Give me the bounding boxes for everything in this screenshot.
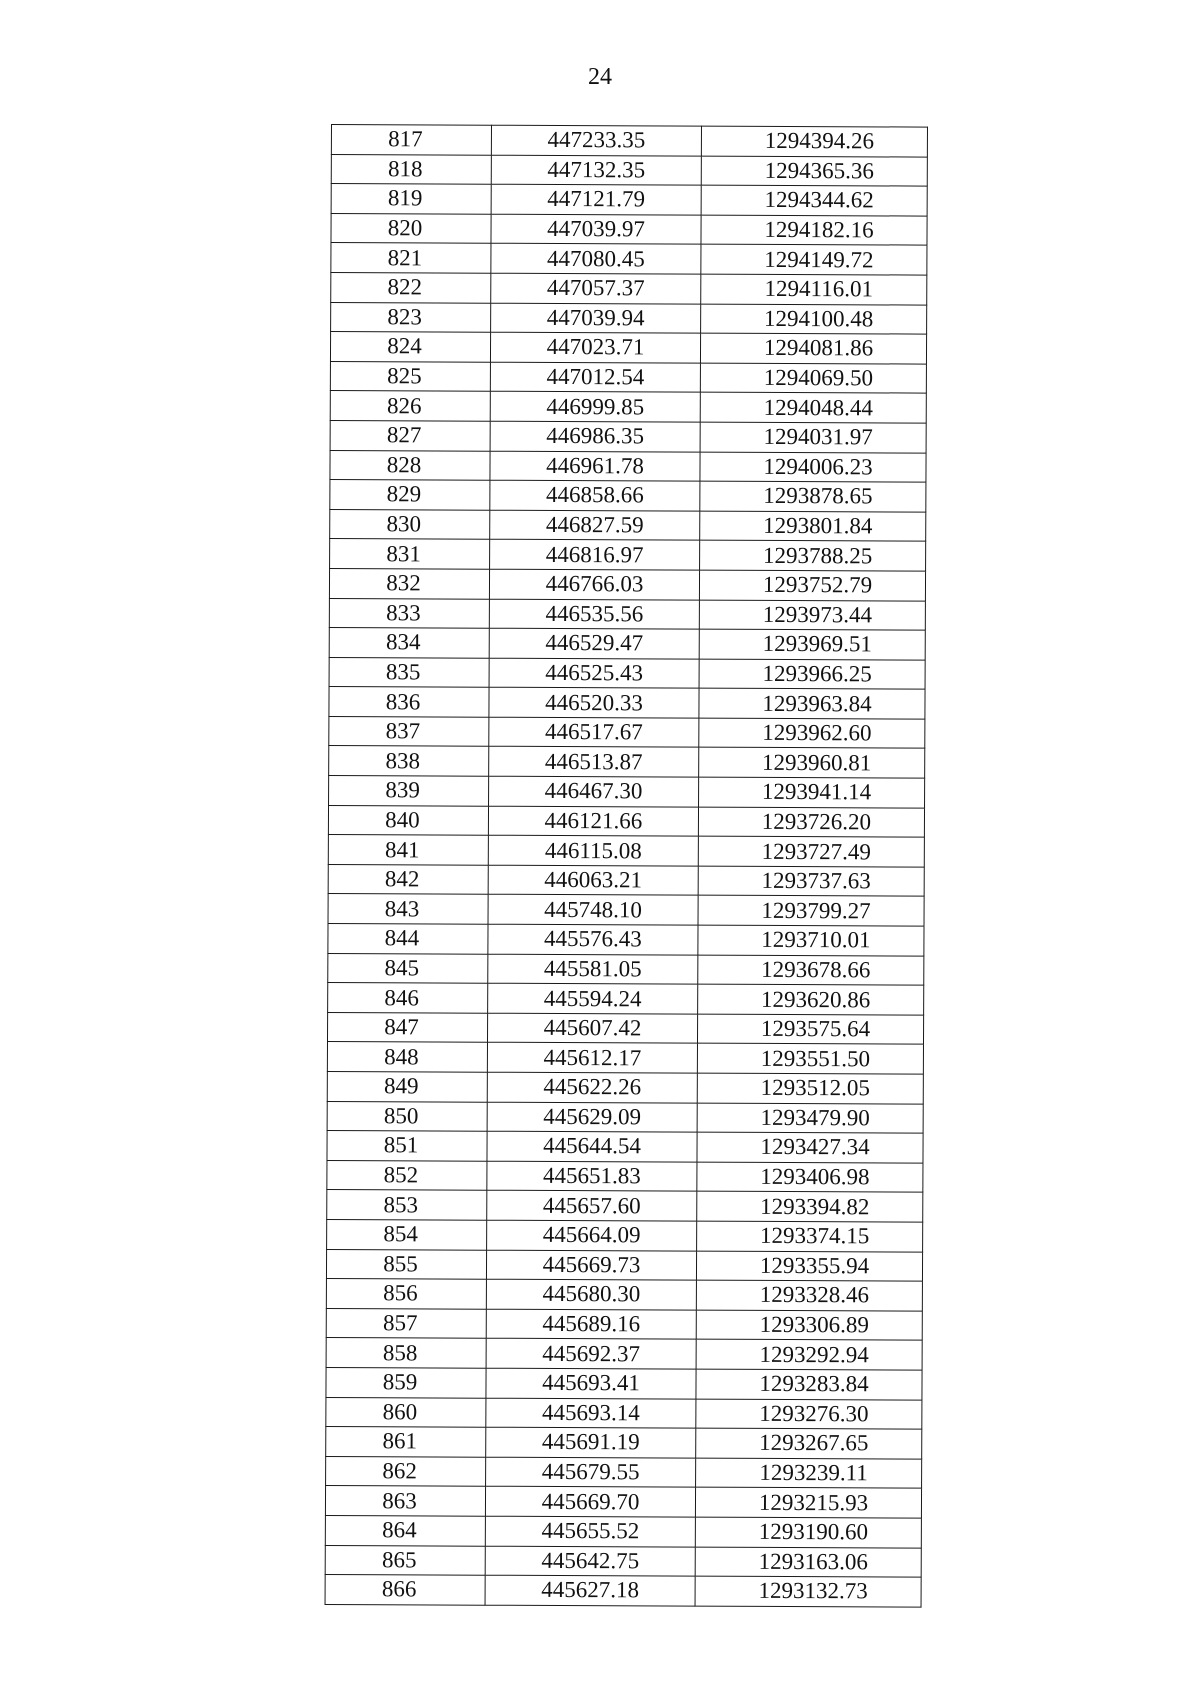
y-coordinate-cell: 1294031.97 [700, 422, 926, 453]
y-coordinate-cell: 1293752.79 [699, 570, 925, 601]
x-coordinate-cell: 446529.47 [489, 628, 699, 659]
x-coordinate-cell: 447121.79 [491, 184, 701, 215]
x-coordinate-cell: 445689.16 [486, 1309, 696, 1340]
point-number-cell: 856 [326, 1279, 486, 1309]
x-coordinate-cell: 447233.35 [491, 125, 701, 156]
point-number-cell: 817 [331, 125, 491, 155]
y-coordinate-cell: 1293710.01 [698, 925, 924, 956]
table-row [326, 1397, 922, 1429]
table-row [328, 864, 924, 896]
y-coordinate-cell: 1293737.63 [698, 866, 924, 897]
point-number-cell: 830 [330, 509, 490, 539]
y-coordinate-cell: 1293788.25 [700, 540, 926, 571]
table-row [327, 1160, 923, 1192]
x-coordinate-cell: 446520.33 [489, 687, 699, 718]
x-coordinate-cell: 445576.43 [488, 924, 698, 955]
point-number-cell: 829 [330, 480, 490, 510]
table-row [329, 776, 925, 808]
x-coordinate-cell: 445607.42 [487, 1013, 697, 1044]
table-row [331, 184, 927, 216]
x-coordinate-cell: 446766.03 [489, 569, 699, 600]
y-coordinate-cell: 1294182.16 [701, 215, 927, 246]
table-row [330, 450, 926, 482]
y-coordinate-cell: 1294081.86 [700, 333, 926, 364]
table-row [330, 539, 926, 571]
table-row [331, 272, 927, 304]
table-row [326, 1249, 922, 1281]
x-coordinate-cell: 445691.19 [486, 1427, 696, 1458]
table-row [330, 391, 926, 423]
y-coordinate-cell: 1293394.82 [697, 1191, 923, 1222]
table-row [330, 361, 926, 393]
coordinates-table-body [325, 125, 927, 1607]
point-number-cell: 843 [328, 894, 488, 924]
point-number-cell: 855 [326, 1249, 486, 1279]
y-coordinate-cell: 1293283.84 [696, 1369, 922, 1400]
x-coordinate-cell: 446858.66 [490, 480, 700, 511]
y-coordinate-cell: 1293620.86 [698, 984, 924, 1015]
table-row [330, 509, 926, 541]
y-coordinate-cell: 1294006.23 [700, 452, 926, 483]
table-row [326, 1427, 922, 1459]
point-number-cell: 840 [328, 805, 488, 835]
point-number-cell: 826 [330, 391, 490, 421]
x-coordinate-cell: 447023.71 [490, 332, 700, 363]
table-row [327, 1190, 923, 1222]
y-coordinate-cell: 1293727.49 [698, 836, 924, 867]
x-coordinate-cell: 447132.35 [491, 155, 701, 186]
point-number-cell: 863 [325, 1486, 485, 1516]
y-coordinate-cell: 1293406.98 [697, 1162, 923, 1193]
table-row [331, 213, 927, 245]
y-coordinate-cell: 1294365.36 [701, 156, 927, 187]
table-row [329, 746, 925, 778]
point-number-cell: 838 [329, 746, 489, 776]
point-number-cell: 834 [329, 628, 489, 658]
point-number-cell: 841 [328, 835, 488, 865]
x-coordinate-cell: 445629.09 [487, 1102, 697, 1133]
y-coordinate-cell: 1293799.27 [698, 896, 924, 927]
table-row [331, 302, 927, 334]
x-coordinate-cell: 446986.35 [490, 421, 700, 452]
point-number-cell: 818 [331, 154, 491, 184]
x-coordinate-cell: 445679.55 [486, 1457, 696, 1488]
point-number-cell: 853 [327, 1190, 487, 1220]
point-number-cell: 851 [327, 1131, 487, 1161]
point-number-cell: 857 [326, 1308, 486, 1338]
x-coordinate-cell: 445642.75 [485, 1546, 695, 1577]
table-row [327, 1012, 923, 1044]
table-row [329, 687, 925, 719]
table-row [328, 953, 924, 985]
x-coordinate-cell: 446121.66 [488, 806, 698, 837]
y-coordinate-cell: 1293190.60 [695, 1517, 921, 1548]
y-coordinate-cell: 1294069.50 [700, 363, 926, 394]
y-coordinate-cell: 1293962.60 [699, 718, 925, 749]
table-row [325, 1545, 921, 1577]
point-number-cell: 833 [329, 598, 489, 628]
y-coordinate-cell: 1293374.15 [697, 1221, 923, 1252]
y-coordinate-cell: 1293551.50 [697, 1044, 923, 1075]
table-row [328, 894, 924, 926]
point-number-cell: 847 [327, 1012, 487, 1042]
y-coordinate-cell: 1293427.34 [697, 1132, 923, 1163]
table-row [325, 1575, 921, 1607]
point-number-cell: 842 [328, 864, 488, 894]
point-number-cell: 835 [329, 657, 489, 687]
x-coordinate-cell: 446535.56 [489, 599, 699, 630]
table-row [330, 332, 926, 364]
y-coordinate-cell: 1293292.94 [696, 1339, 922, 1370]
x-coordinate-cell: 445627.18 [485, 1575, 695, 1606]
y-coordinate-cell: 1293878.65 [700, 481, 926, 512]
x-coordinate-cell: 446525.43 [489, 658, 699, 689]
point-number-cell: 864 [325, 1515, 485, 1545]
point-number-cell: 852 [327, 1160, 487, 1190]
point-number-cell: 865 [325, 1545, 485, 1575]
x-coordinate-cell: 445680.30 [486, 1279, 696, 1310]
y-coordinate-cell: 1293575.64 [697, 1014, 923, 1045]
x-coordinate-cell: 445669.70 [485, 1486, 695, 1517]
point-number-cell: 848 [327, 1042, 487, 1072]
table-row [330, 480, 926, 512]
y-coordinate-cell: 1293267.65 [696, 1428, 922, 1459]
point-number-cell: 822 [331, 272, 491, 302]
point-number-cell: 859 [326, 1367, 486, 1397]
y-coordinate-cell: 1294149.72 [701, 244, 927, 275]
y-coordinate-cell: 1294048.44 [700, 392, 926, 423]
y-coordinate-cell: 1293132.73 [695, 1576, 921, 1607]
point-number-cell: 831 [330, 539, 490, 569]
y-coordinate-cell: 1293966.25 [699, 659, 925, 690]
y-coordinate-cell: 1293960.81 [699, 748, 925, 779]
table-row [326, 1279, 922, 1311]
coordinates-table-wrapper [325, 124, 927, 1607]
x-coordinate-cell: 445612.17 [487, 1043, 697, 1074]
x-coordinate-cell: 445651.83 [487, 1161, 697, 1192]
x-coordinate-cell: 446999.85 [490, 392, 700, 423]
y-coordinate-cell: 1293355.94 [696, 1251, 922, 1282]
point-number-cell: 828 [330, 450, 490, 480]
y-coordinate-cell: 1293512.05 [697, 1073, 923, 1104]
table-row [330, 420, 926, 452]
x-coordinate-cell: 446467.30 [489, 776, 699, 807]
point-number-cell: 850 [327, 1101, 487, 1131]
x-coordinate-cell: 446063.21 [488, 865, 698, 896]
table-row [328, 983, 924, 1015]
table-row [329, 628, 925, 660]
point-number-cell: 839 [329, 776, 489, 806]
y-coordinate-cell: 1293215.93 [695, 1487, 921, 1518]
y-coordinate-cell: 1293963.84 [699, 688, 925, 719]
point-number-cell: 862 [326, 1456, 486, 1486]
y-coordinate-cell: 1293239.11 [696, 1458, 922, 1489]
point-number-cell: 844 [328, 924, 488, 954]
point-number-cell: 860 [326, 1397, 486, 1427]
x-coordinate-cell: 447057.37 [491, 273, 701, 304]
point-number-cell: 824 [330, 332, 490, 362]
x-coordinate-cell: 445693.14 [486, 1398, 696, 1429]
x-coordinate-cell: 445657.60 [487, 1191, 697, 1222]
x-coordinate-cell: 447012.54 [490, 362, 700, 393]
y-coordinate-cell: 1293479.90 [697, 1103, 923, 1134]
point-number-cell: 819 [331, 184, 491, 214]
table-row [326, 1338, 922, 1370]
x-coordinate-cell: 447080.45 [491, 244, 701, 275]
x-coordinate-cell: 445594.24 [488, 983, 698, 1014]
x-coordinate-cell: 445664.09 [487, 1220, 697, 1251]
point-number-cell: 837 [329, 716, 489, 746]
table-row [331, 243, 927, 275]
x-coordinate-cell: 445655.52 [485, 1516, 695, 1547]
table-row [325, 1486, 921, 1518]
y-coordinate-cell: 1293328.46 [696, 1280, 922, 1311]
point-number-cell: 832 [329, 568, 489, 598]
table-row [328, 924, 924, 956]
point-number-cell: 849 [327, 1071, 487, 1101]
x-coordinate-cell: 445669.73 [486, 1250, 696, 1281]
y-coordinate-cell: 1293163.06 [695, 1547, 921, 1578]
point-number-cell: 821 [331, 243, 491, 273]
table-row [329, 598, 925, 630]
coordinates-table [325, 124, 928, 1607]
point-number-cell: 825 [330, 361, 490, 391]
x-coordinate-cell: 447039.97 [491, 214, 701, 245]
x-coordinate-cell: 445644.54 [487, 1131, 697, 1162]
table-row [329, 716, 925, 748]
y-coordinate-cell: 1293276.30 [696, 1399, 922, 1430]
point-number-cell: 854 [327, 1219, 487, 1249]
y-coordinate-cell: 1293678.66 [698, 955, 924, 986]
table-row [327, 1071, 923, 1103]
table-row [331, 125, 927, 157]
y-coordinate-cell: 1294100.48 [701, 304, 927, 335]
x-coordinate-cell: 447039.94 [491, 303, 701, 334]
table-row [327, 1219, 923, 1251]
y-coordinate-cell: 1293801.84 [700, 511, 926, 542]
table-row [328, 835, 924, 867]
y-coordinate-cell: 1293941.14 [699, 777, 925, 808]
x-coordinate-cell: 445622.26 [487, 1072, 697, 1103]
page-number: 24 [588, 64, 612, 90]
point-number-cell: 823 [331, 302, 491, 332]
point-number-cell: 846 [328, 983, 488, 1013]
point-number-cell: 845 [328, 953, 488, 983]
table-row [325, 1515, 921, 1547]
table-row [329, 657, 925, 689]
x-coordinate-cell: 445581.05 [488, 954, 698, 985]
x-coordinate-cell: 446961.78 [490, 451, 700, 482]
x-coordinate-cell: 446816.97 [490, 540, 700, 571]
y-coordinate-cell: 1293306.89 [696, 1310, 922, 1341]
x-coordinate-cell: 445748.10 [488, 895, 698, 926]
x-coordinate-cell: 446513.87 [489, 747, 699, 778]
y-coordinate-cell: 1293969.51 [699, 629, 925, 660]
y-coordinate-cell: 1294394.26 [701, 126, 927, 157]
table-row [329, 568, 925, 600]
y-coordinate-cell: 1293726.20 [698, 807, 924, 838]
table-row [328, 805, 924, 837]
table-row [327, 1131, 923, 1163]
y-coordinate-cell: 1294344.62 [701, 185, 927, 216]
x-coordinate-cell: 446517.67 [489, 717, 699, 748]
x-coordinate-cell: 446115.08 [488, 835, 698, 866]
point-number-cell: 827 [330, 420, 490, 450]
x-coordinate-cell: 446827.59 [490, 510, 700, 541]
x-coordinate-cell: 445692.37 [486, 1339, 696, 1370]
table-row [331, 154, 927, 186]
x-coordinate-cell: 445693.41 [486, 1368, 696, 1399]
point-number-cell: 858 [326, 1338, 486, 1368]
table-row [326, 1456, 922, 1488]
table-row [326, 1367, 922, 1399]
y-coordinate-cell: 1294116.01 [701, 274, 927, 305]
point-number-cell: 820 [331, 213, 491, 243]
table-row [327, 1101, 923, 1133]
point-number-cell: 861 [326, 1427, 486, 1457]
table-row [326, 1308, 922, 1340]
point-number-cell: 836 [329, 687, 489, 717]
y-coordinate-cell: 1293973.44 [699, 600, 925, 631]
table-row [327, 1042, 923, 1074]
point-number-cell: 866 [325, 1575, 485, 1605]
